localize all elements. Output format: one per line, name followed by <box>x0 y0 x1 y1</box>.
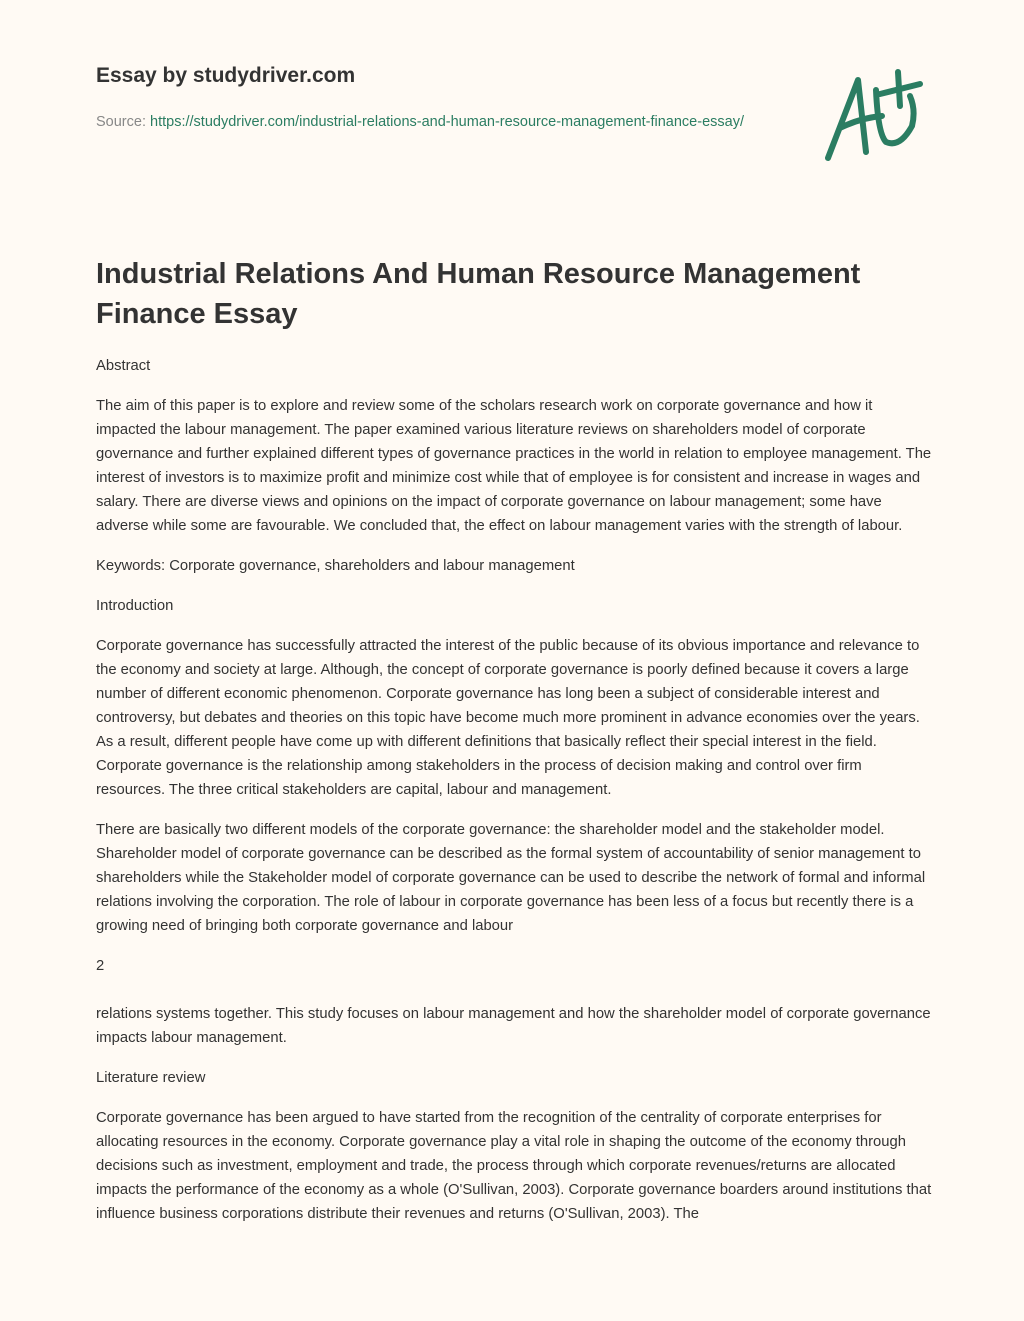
section-heading-abstract: Abstract <box>96 358 151 374</box>
page-number: 2 <box>96 958 105 974</box>
paragraph: relations systems together. This study focuses on labour management and how the shareholder model of corporate governance impacts labour management. <box>96 1006 931 1046</box>
paragraph: The aim of this paper is to explore and review some of the scholars research work on corporate governance and how it impacted the labour management. The paper examined various literature reviews on shareholders model of corporate governance and further explained different types of governance practices in the world in relation to employee management. The interest of investors is to maximize profit and minimize cost while that of employee is for consistent and increase in wages and salary. There are diverse views and opinions on the impact of corporate governance on labour management; some have adverse while some are favourable. We concluded that, the effect on labour management varies with the strength of labour. <box>96 398 932 534</box>
paragraph: There are basically two different models of the corporate governance: the shareholder model and the stakeholder model. Shareholder model of corporate governance can be described as the formal system of accountability of senior management to shareholders while the Stakeholder model of corporate governance can be used to describe the network of formal and informal relations involving the corporation. The role of labour in corporate governance has been less of a focus but recently there is a growing need of bringing both corporate governance and labour <box>96 822 926 934</box>
site-title: Essay by studydriver.com <box>96 64 356 87</box>
source-label: Source: <box>96 114 146 130</box>
source-link[interactable]: https://studydriver.com/industrial-relations-and-human-resource-management-finance-essay/ <box>150 114 744 130</box>
paragraph: Corporate governance has successfully attracted the interest of the public because of its obvious importance and relevance to the economy and society at large. Although, the concept of corporate governance is poorly defined because it covers a large number of different economic phenomenon. Corporate governance has long been a subject of considerable interest and controversy, but debates and theories on this topic have become much more prominent in advance economies over the years. As a result, different people have come up with different definitions that basically reflect their special interest in the field. Corporate governance is the relationship among stakeholders in the process of decision making and control over firm resources. The three critical stakeholders are capital, labour and management. <box>96 638 920 798</box>
source-line <box>96 110 756 134</box>
section-heading-literature-review: Literature review <box>96 1070 206 1086</box>
essay-title: Industrial Relations And Human Resource Management Finance Essay <box>96 258 861 330</box>
keywords: Keywords: Corporate governance, shareholders and labour management <box>96 558 575 574</box>
paragraph: Corporate governance has been argued to have started from the recognition of the centrality of corporate enterprises for allocating resources in the economy. Corporate governance play a vital role in shaping the outcome of the economy through decisions such as investment, employment and trade, the process through which corporate revenues/returns are allocated impacts the performance of the economy as a whole (O'Sullivan, 2003). Corporate governance boarders around institutions that influence business corporations distribute their revenues and returns (O'Sullivan, 2003). The <box>96 1110 932 1222</box>
essay-body <box>96 354 934 1242</box>
a-plus-logo <box>820 66 930 166</box>
section-heading-introduction: Introduction <box>96 598 174 614</box>
